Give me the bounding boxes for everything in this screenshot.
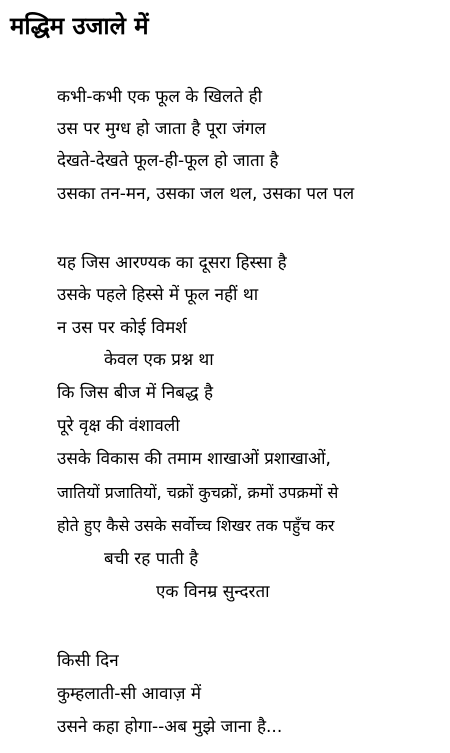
stanza2-line-9: होते हुए कैसे उसके सर्वोच्च शिखर तक पहुँच कर (57, 516, 335, 535)
stanza3-line-3: उसने कहा होगा--अब मुझे जाना है... (57, 717, 283, 737)
poem-title: मद्धिम उजाले में (10, 12, 149, 40)
stanza2-line-5: कि जिस बीज में निबद्ध है (57, 383, 214, 403)
stanza2-line-6: पूरे वृक्ष की वंशावली (57, 416, 180, 436)
stanza1-line-3: देखते-देखते फूल-ही-फूल हो जाता है (57, 151, 279, 171)
stanza2-line-8: जातियों प्रजातियों, चक्रों कुचक्रों, क्रमों उपक्रमों से (57, 483, 339, 502)
stanza2-line-7: उसके विकास की तमाम शाखाओं प्रशाखाओं, (57, 449, 331, 469)
stanza3-line-2: कुम्हलाती-सी आवाज़ में (57, 684, 202, 704)
stanza2-line-10: बची रह पाती है (104, 549, 199, 569)
stanza2-line-3: न उस पर कोई विमर्श (57, 318, 187, 338)
stanza2-line-2: उसके पहले हिस्से में फूल नहीं था (57, 285, 259, 305)
stanza2-line-11: एक विनम्र सुन्दरता (156, 582, 270, 602)
stanza1-line-2: उस पर मुग्ध हो जाता है पूरा जंगल (57, 119, 266, 139)
stanza2-line-4: केवल एक प्रश्न था (104, 350, 214, 370)
stanza1-line-1: कभी-कभी एक फूल के खिलते ही (57, 87, 263, 107)
stanza1-line-4: उसका तन-मन, उसका जल थल, उसका पल पल (57, 184, 355, 204)
stanza3-line-1: किसी दिन (57, 651, 119, 671)
stanza2-line-1: यह जिस आरण्यक का दूसरा हिस्सा है (57, 253, 287, 273)
